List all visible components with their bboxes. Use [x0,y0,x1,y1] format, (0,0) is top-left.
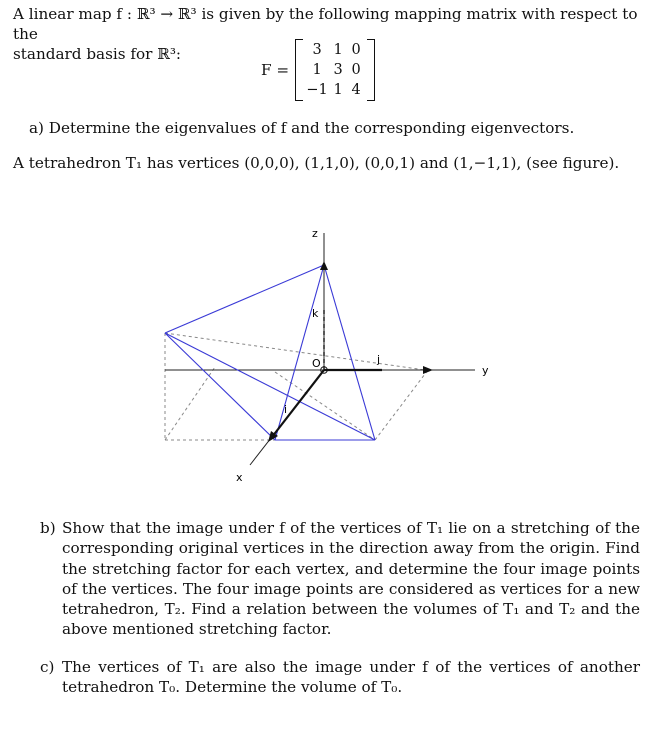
x-axis-label: x [236,471,243,484]
question-c-text: The vertices of T₁ are also the image under f of the vertices of another tetrahedron T₀. Determine the volume of T₀. [62,658,640,697]
question-a: a) Determine the eigenvalues of f and the corresponding eigenvectors. [29,119,575,137]
tetrahedron-statement: A tetrahedron T₁ has vertices (0,0,0), (1,1,0), (0,0,1) and (1,−1,1), (see figure). [13,154,620,172]
question-b-text: Show that the image under f of the vertices of T₁ lie on a stretching of the corresponding original vertices in the direction away from the origin. Find the stretching factor for each vertex, and determine the four image points of the vertices. The four image points are considered as vertices for a new tetrahedron, T₂. Find a relation between the volumes of T₁ and T₂ and the above mentioned stretching factor. [62,519,640,639]
matrix-entries [305,40,365,100]
edge [165,333,275,440]
z-axis-label: z [312,227,318,240]
edge [165,333,375,440]
axes [165,233,475,465]
j-vector-label: j [377,353,381,366]
z-arrowhead [320,261,328,270]
matrix-cell: 1 [333,42,343,58]
y-axis-label: y [482,364,489,377]
matrix-cell: 3 [333,62,343,78]
matrix-right-bracket [367,39,375,101]
edge [324,265,375,440]
question-c-label: c) [40,658,55,676]
intro-line-2: standard basis for ℝ³: [13,45,182,63]
matrix-cell: 0 [351,62,361,78]
tetrahedron-edges [165,265,375,440]
matrix-label: F = [261,61,290,79]
y-arrowhead [423,366,433,374]
dashed-line [275,372,375,440]
i-vector [272,370,324,437]
edge [165,265,324,333]
dashed-line [165,333,425,370]
matrix-cell: 3 [312,42,322,58]
matrix-left-bracket [295,39,303,101]
dashed-line [375,370,428,440]
k-vector-label: k [312,307,319,320]
matrix-cell: 4 [351,82,361,98]
mapping-matrix [261,38,375,102]
matrix-cell: 1 [333,82,343,98]
matrix-cell: 0 [351,42,361,58]
matrix-cell: 1 [312,62,322,78]
dashed-line [165,367,215,440]
question-b [40,518,640,640]
origin-label: O [312,357,321,370]
i-vector-label: i [284,403,288,416]
question-b-label: b) [40,519,56,537]
edge [275,265,324,440]
tetrahedron-figure [150,215,500,495]
question-c [40,657,640,698]
matrix-cell: −1 [306,82,328,98]
intro-line-1: A linear map f : ℝ³ → ℝ³ is given by the following mapping matrix with respect to the [13,5,638,43]
